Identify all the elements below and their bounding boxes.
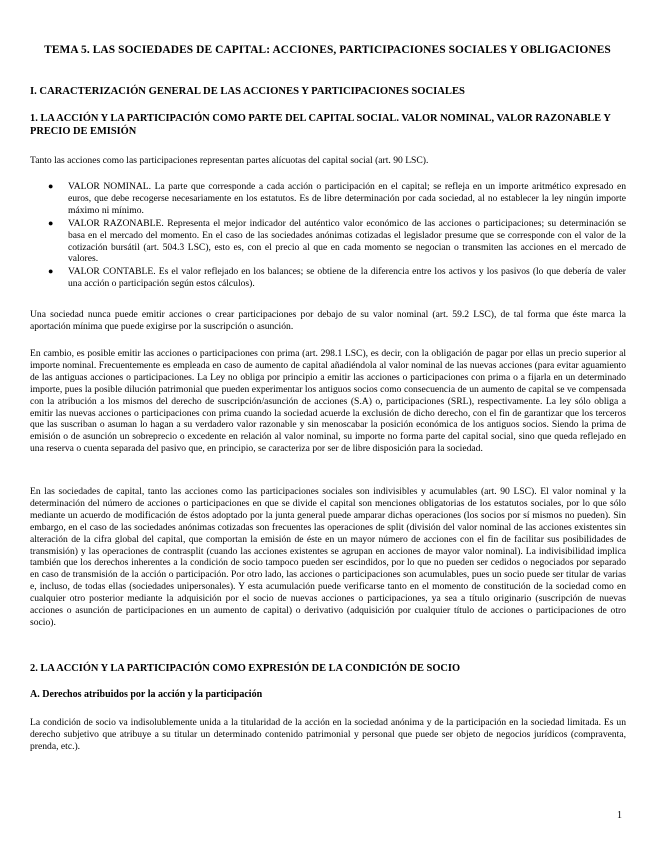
value-types-list [30, 181, 626, 291]
bullet-icon: ● [48, 266, 54, 277]
paragraph: En cambio, es posible emitir las acciones o participaciones con prima (art. 298.1 LSC), es decir, con la obligación de pagar por ellas un precio superior al importe nominal. Frecuentemente es empleada en caso de aumento de capital añadiéndola al valor nominal de las nuevas acciones (para evitar aguamiento de las antiguas acciones o participaciones. La Ley no obliga por principio a emitir las acciones o participaciones con prima o a fijarla en un determinado importe, pues la posible dilución patrimonial que pueden experimentar los antiguos socios como consecuencia de un aumento de capital se ve compensada con la atribución a los mismos del derecho de suscripción/asunción de acciones (S.A) o, participaciones (SRL), respectivamente. La ley sólo obliga a emitir las nuevas acciones o participaciones con prima cuando la sociedad acuerde la exclusión de dicho derecho, con el fin de garantizar que los terceros que las suscriban o asuman lo hagan a su verdadero valor razonable y sin menoscabar la posición económica de los antiguos socios. Siendo la prima de emisión o de asunción un sobreprecio o excedente en relación al valor nominal, su importe no forma parte del capital social, sino que queda reflejado en una reserva o cuenta separada del pasivo que, en principio, se caracteriza por ser de libre disposición para la sociedad. [30, 348, 626, 455]
subsection-heading-2: 2. LA ACCIÓN Y LA PARTICIPACIÓN COMO EXPRESIÓN DE LA CONDICIÓN DE SOCIO [30, 663, 461, 674]
list-item [30, 181, 626, 217]
paragraph: Una sociedad nunca puede emitir acciones o crear participaciones por debajo de su valor nominal (art. 59.2 LSC), de tal forma que éste marca la aportación mínima que puede exigirse por la suscripción o asunción. [30, 309, 626, 332]
list-item [30, 218, 626, 266]
section-heading: I. CARACTERIZACIÓN GENERAL DE LAS ACCIONES Y PARTICIPACIONES SOCIALES [30, 86, 465, 97]
list-item [30, 266, 626, 290]
list-item-text: VALOR RAZONABLE. Representa el mejor indicador del auténtico valor económico de las acciones o participaciones; su determinación se basa en el mercado del momento. En el caso de las sociedades anónimas cotizadas el legislador presume que se corresponde con el valor de la cotización bursátil (art. 504.3 LSC), esto es, con el precio al que en cada momento se negocian o transmiten las acciones en el mercado de valores. [68, 217, 626, 265]
list-item-text: VALOR NOMINAL. La parte que corresponde a cada acción o participación en el capital; se refleja en un importe aritmético expresado en euros, que debe recogerse necesariamente en los estatutos. Es de libre determinación por cada sociedad, al no establecer la ley ningún importe máximo ni mínimo. [68, 181, 626, 216]
document-title: TEMA 5. LAS SOCIEDADES DE CAPITAL: ACCIONES, PARTICIPACIONES SOCIALES Y OBLIGACIONES [44, 44, 611, 56]
bullet-icon: ● [48, 181, 54, 191]
subsection-heading-1: 1. LA ACCIÓN Y LA PARTICIPACIÓN COMO PARTE DEL CAPITAL SOCIAL. VALOR NOMINAL, VALOR RAZONABLE Y PRECIO DE EMISIÓN [30, 113, 611, 137]
intro-paragraph: Tanto las acciones como las participaciones representan partes alícuotas del capital social (art. 90 LSC). [30, 155, 429, 166]
subsection-heading-a: A. Derechos atribuidos por la acción y la participación [30, 689, 263, 700]
paragraph: La condición de socio va indisolublemente unida a la titularidad de la acción en la sociedad anónima y de la participación en la sociedad limitada. Es un derecho subjetivo que atribuye a su titular un determinado contenido patrimonial y personal que puede ser objeto de negocios jurídicos (compraventa, prenda, etc.). [30, 717, 626, 752]
page-number: 1 [617, 810, 622, 821]
paragraph: En las sociedades de capital, tanto las acciones como las participaciones sociales son indivisibles y acumulables (art. 90 LSC). El valor nominal y la determinación del número de acciones o participaciones en que se divide el capital son menciones obligatorias de los estatutos sociales, por lo que sólo mediante un acuerdo de modificación de éstos adoptado por la junta general puede amparar dichas operaciones (los socios por sí mismos no pueden). Sin embargo, en el caso de las sociedades anónimas cotizadas son frecuentes las operaciones de split (división del valor nominal de las acciones existentes sin alteración de la cifra global del capital, que comportan la emisión de éste en un mayor número de acciones con el fin de facilitar sus posibilidades de transmisión) y las operaciones de contrasplit (cuando las acciones existentes se agrupan en acciones de mayor valor nominal). La indivisibilidad implica también que los derechos inherentes a la condición de socio tampoco pueden ser escindidos, por lo que no pueden ser cedidos o negociados por separado en caso de transmisión de la acción o participación. Por otro lado, las acciones o participaciones son acumulables, pues un socio puede ser titular de varias e, incluso, de todas ellas (sociedades unipersonales). Y esta acumulación puede verificarse tanto en el momento de constitución de la sociedad como en cualquier otro posterior mediante la adquisición por el socio de nuevas acciones o participaciones, ya sea a título originario (suscripción de nuevas acciones o asunción de participaciones en un aumento de capital) o derivativo (adquisición por cualquier título de acciones o participaciones de otro socio). [30, 486, 626, 628]
bullet-icon: ● [48, 217, 54, 228]
list-item-text: VALOR CONTABLE. Es el valor reflejado en los balances; se obtiene de la diferencia entre los activos y los pasivos (lo que debería de valer una acción o participación según estos cálculos). [68, 266, 626, 290]
